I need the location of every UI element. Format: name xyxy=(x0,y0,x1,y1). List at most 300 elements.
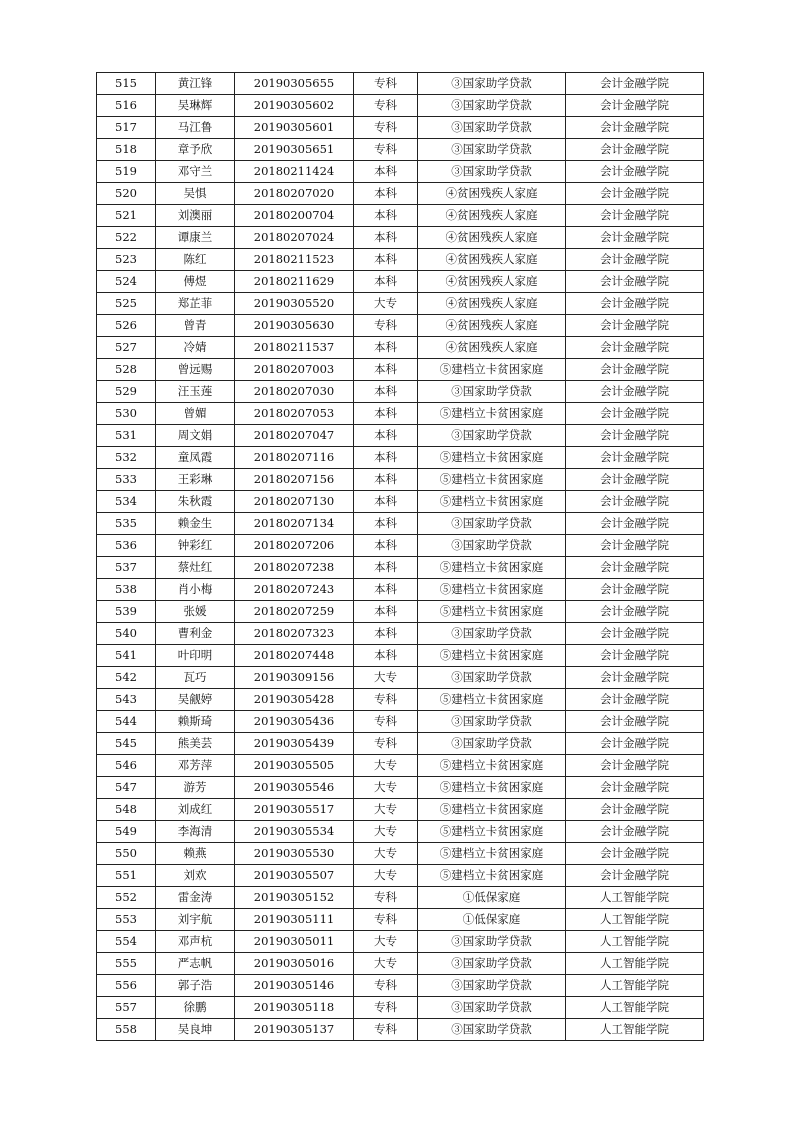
school-name-cell: 会计金融学院 xyxy=(566,271,704,293)
table-row xyxy=(97,975,704,997)
aid-category-cell: ⑤建档立卡贫困家庭 xyxy=(418,359,566,381)
education-level-cell: 本科 xyxy=(354,249,418,271)
table-row xyxy=(97,183,704,205)
student-id-cell: 20190305630 xyxy=(235,315,354,337)
student-name-cell: 童凤霞 xyxy=(156,447,235,469)
aid-category-cell: ③国家助学贷款 xyxy=(418,711,566,733)
school-name-cell: 会计金融学院 xyxy=(566,425,704,447)
aid-category-cell: ⑤建档立卡贫困家庭 xyxy=(418,579,566,601)
education-level-cell: 专科 xyxy=(354,975,418,997)
aid-category-cell: ③国家助学贷款 xyxy=(418,513,566,535)
school-name-cell: 人工智能学院 xyxy=(566,887,704,909)
aid-category-cell: ⑤建档立卡贫困家庭 xyxy=(418,469,566,491)
row-number-cell: 520 xyxy=(97,183,156,205)
aid-category-cell: ⑤建档立卡贫困家庭 xyxy=(418,403,566,425)
aid-category-cell: ③国家助学贷款 xyxy=(418,953,566,975)
row-number-cell: 526 xyxy=(97,315,156,337)
table-row xyxy=(97,337,704,359)
aid-category-cell: ⑤建档立卡贫困家庭 xyxy=(418,777,566,799)
student-id-cell: 20180207020 xyxy=(235,183,354,205)
table-row xyxy=(97,73,704,95)
school-name-cell: 会计金融学院 xyxy=(566,205,704,227)
school-name-cell: 会计金融学院 xyxy=(566,139,704,161)
aid-category-cell: ③国家助学贷款 xyxy=(418,535,566,557)
row-number-cell: 543 xyxy=(97,689,156,711)
school-name-cell: 会计金融学院 xyxy=(566,689,704,711)
student-name-cell: 赖燕 xyxy=(156,843,235,865)
school-name-cell: 会计金融学院 xyxy=(566,557,704,579)
education-level-cell: 本科 xyxy=(354,645,418,667)
student-id-cell: 20190305011 xyxy=(235,931,354,953)
table-row xyxy=(97,755,704,777)
student-name-cell: 张媛 xyxy=(156,601,235,623)
school-name-cell: 人工智能学院 xyxy=(566,909,704,931)
student-name-cell: 郭子浩 xyxy=(156,975,235,997)
row-number-cell: 549 xyxy=(97,821,156,843)
school-name-cell: 会计金融学院 xyxy=(566,711,704,733)
education-level-cell: 本科 xyxy=(354,491,418,513)
table-row xyxy=(97,139,704,161)
table-row xyxy=(97,777,704,799)
student-name-cell: 邓守兰 xyxy=(156,161,235,183)
education-level-cell: 本科 xyxy=(354,183,418,205)
table-row xyxy=(97,271,704,293)
aid-category-cell: ③国家助学贷款 xyxy=(418,161,566,183)
table-body xyxy=(97,73,704,1041)
row-number-cell: 516 xyxy=(97,95,156,117)
school-name-cell: 人工智能学院 xyxy=(566,997,704,1019)
row-number-cell: 555 xyxy=(97,953,156,975)
aid-category-cell: ③国家助学贷款 xyxy=(418,1019,566,1041)
table-row xyxy=(97,579,704,601)
school-name-cell: 会计金融学院 xyxy=(566,491,704,513)
education-level-cell: 本科 xyxy=(354,601,418,623)
aid-category-cell: ③国家助学贷款 xyxy=(418,733,566,755)
student-name-cell: 刘澳丽 xyxy=(156,205,235,227)
student-id-cell: 20180207448 xyxy=(235,645,354,667)
student-id-cell: 20190305520 xyxy=(235,293,354,315)
school-name-cell: 会计金融学院 xyxy=(566,733,704,755)
education-level-cell: 本科 xyxy=(354,535,418,557)
aid-category-cell: ③国家助学贷款 xyxy=(418,95,566,117)
table-row xyxy=(97,359,704,381)
student-id-cell: 20190305534 xyxy=(235,821,354,843)
student-name-cell: 李海清 xyxy=(156,821,235,843)
school-name-cell: 会计金融学院 xyxy=(566,381,704,403)
education-level-cell: 专科 xyxy=(354,73,418,95)
school-name-cell: 人工智能学院 xyxy=(566,1019,704,1041)
student-id-cell: 20180211424 xyxy=(235,161,354,183)
school-name-cell: 会计金融学院 xyxy=(566,403,704,425)
aid-category-cell: ④贫困残疾人家庭 xyxy=(418,205,566,227)
education-level-cell: 本科 xyxy=(354,359,418,381)
aid-category-cell: ③国家助学贷款 xyxy=(418,931,566,953)
table-row xyxy=(97,161,704,183)
student-id-cell: 20180211523 xyxy=(235,249,354,271)
education-level-cell: 大专 xyxy=(354,865,418,887)
education-level-cell: 大专 xyxy=(354,799,418,821)
row-number-cell: 550 xyxy=(97,843,156,865)
school-name-cell: 人工智能学院 xyxy=(566,975,704,997)
student-id-cell: 20180207116 xyxy=(235,447,354,469)
row-number-cell: 534 xyxy=(97,491,156,513)
aid-category-cell: ⑤建档立卡贫困家庭 xyxy=(418,689,566,711)
student-id-cell: 20190305505 xyxy=(235,755,354,777)
table-row xyxy=(97,293,704,315)
row-number-cell: 531 xyxy=(97,425,156,447)
education-level-cell: 专科 xyxy=(354,139,418,161)
education-level-cell: 大专 xyxy=(354,755,418,777)
student-id-cell: 20180207156 xyxy=(235,469,354,491)
student-id-cell: 20180207047 xyxy=(235,425,354,447)
row-number-cell: 547 xyxy=(97,777,156,799)
student-id-cell: 20190309156 xyxy=(235,667,354,689)
aid-category-cell: ③国家助学贷款 xyxy=(418,975,566,997)
education-level-cell: 本科 xyxy=(354,227,418,249)
student-name-cell: 吴惧 xyxy=(156,183,235,205)
education-level-cell: 专科 xyxy=(354,95,418,117)
row-number-cell: 541 xyxy=(97,645,156,667)
aid-category-cell: ①低保家庭 xyxy=(418,909,566,931)
student-id-cell: 20190305146 xyxy=(235,975,354,997)
student-name-cell: 曾青 xyxy=(156,315,235,337)
row-number-cell: 536 xyxy=(97,535,156,557)
row-number-cell: 518 xyxy=(97,139,156,161)
aid-category-cell: ④贫困残疾人家庭 xyxy=(418,337,566,359)
table-row xyxy=(97,645,704,667)
aid-category-cell: ③国家助学贷款 xyxy=(418,381,566,403)
aid-category-cell: ③国家助学贷款 xyxy=(418,425,566,447)
school-name-cell: 会计金融学院 xyxy=(566,777,704,799)
student-id-cell: 20190305137 xyxy=(235,1019,354,1041)
student-name-cell: 汪玉莲 xyxy=(156,381,235,403)
table-row xyxy=(97,469,704,491)
aid-category-cell: ⑤建档立卡贫困家庭 xyxy=(418,799,566,821)
aid-category-cell: ⑤建档立卡贫困家庭 xyxy=(418,601,566,623)
aid-category-cell: ④贫困残疾人家庭 xyxy=(418,293,566,315)
student-name-cell: 刘欢 xyxy=(156,865,235,887)
education-level-cell: 大专 xyxy=(354,777,418,799)
student-name-cell: 邓声杭 xyxy=(156,931,235,953)
education-level-cell: 本科 xyxy=(354,381,418,403)
student-name-cell: 陈红 xyxy=(156,249,235,271)
table-row xyxy=(97,1019,704,1041)
row-number-cell: 523 xyxy=(97,249,156,271)
student-name-cell: 赖金生 xyxy=(156,513,235,535)
student-id-cell: 20180207130 xyxy=(235,491,354,513)
row-number-cell: 544 xyxy=(97,711,156,733)
student-name-cell: 周文娟 xyxy=(156,425,235,447)
student-name-cell: 刘宇航 xyxy=(156,909,235,931)
student-name-cell: 熊美芸 xyxy=(156,733,235,755)
aid-category-cell: ③国家助学贷款 xyxy=(418,667,566,689)
aid-category-cell: ⑤建档立卡贫困家庭 xyxy=(418,843,566,865)
row-number-cell: 524 xyxy=(97,271,156,293)
row-number-cell: 542 xyxy=(97,667,156,689)
education-level-cell: 大专 xyxy=(354,953,418,975)
table-row xyxy=(97,865,704,887)
table-row xyxy=(97,689,704,711)
education-level-cell: 专科 xyxy=(354,711,418,733)
student-id-cell: 20190305517 xyxy=(235,799,354,821)
aid-category-cell: ①低保家庭 xyxy=(418,887,566,909)
student-name-cell: 游芳 xyxy=(156,777,235,799)
row-number-cell: 527 xyxy=(97,337,156,359)
student-id-cell: 20190305546 xyxy=(235,777,354,799)
education-level-cell: 本科 xyxy=(354,271,418,293)
table-row xyxy=(97,997,704,1019)
table-row xyxy=(97,667,704,689)
table-row xyxy=(97,953,704,975)
row-number-cell: 553 xyxy=(97,909,156,931)
school-name-cell: 会计金融学院 xyxy=(566,601,704,623)
aid-category-cell: ③国家助学贷款 xyxy=(418,997,566,1019)
aid-category-cell: ③国家助学贷款 xyxy=(418,139,566,161)
student-name-cell: 傅煜 xyxy=(156,271,235,293)
student-id-cell: 20180207134 xyxy=(235,513,354,535)
student-id-cell: 20180211537 xyxy=(235,337,354,359)
student-name-cell: 蔡灶红 xyxy=(156,557,235,579)
school-name-cell: 会计金融学院 xyxy=(566,183,704,205)
row-number-cell: 530 xyxy=(97,403,156,425)
school-name-cell: 会计金融学院 xyxy=(566,821,704,843)
student-id-cell: 20190305111 xyxy=(235,909,354,931)
education-level-cell: 本科 xyxy=(354,513,418,535)
school-name-cell: 会计金融学院 xyxy=(566,249,704,271)
student-name-cell: 吴觎婷 xyxy=(156,689,235,711)
table-row xyxy=(97,711,704,733)
row-number-cell: 539 xyxy=(97,601,156,623)
education-level-cell: 专科 xyxy=(354,887,418,909)
education-level-cell: 本科 xyxy=(354,557,418,579)
education-level-cell: 本科 xyxy=(354,161,418,183)
education-level-cell: 本科 xyxy=(354,447,418,469)
aid-category-cell: ④贫困残疾人家庭 xyxy=(418,271,566,293)
school-name-cell: 会计金融学院 xyxy=(566,293,704,315)
table-row xyxy=(97,491,704,513)
education-level-cell: 专科 xyxy=(354,315,418,337)
school-name-cell: 会计金融学院 xyxy=(566,315,704,337)
student-name-cell: 肖小梅 xyxy=(156,579,235,601)
school-name-cell: 会计金融学院 xyxy=(566,95,704,117)
school-name-cell: 人工智能学院 xyxy=(566,931,704,953)
school-name-cell: 会计金融学院 xyxy=(566,535,704,557)
aid-category-cell: ④贫困残疾人家庭 xyxy=(418,183,566,205)
student-id-cell: 20190305439 xyxy=(235,733,354,755)
student-name-cell: 叶印明 xyxy=(156,645,235,667)
education-level-cell: 本科 xyxy=(354,205,418,227)
row-number-cell: 533 xyxy=(97,469,156,491)
aid-category-cell: ⑤建档立卡贫困家庭 xyxy=(418,645,566,667)
student-name-cell: 郑芷菲 xyxy=(156,293,235,315)
school-name-cell: 人工智能学院 xyxy=(566,953,704,975)
table-row xyxy=(97,733,704,755)
row-number-cell: 545 xyxy=(97,733,156,755)
school-name-cell: 会计金融学院 xyxy=(566,623,704,645)
row-number-cell: 525 xyxy=(97,293,156,315)
table-row xyxy=(97,821,704,843)
row-number-cell: 535 xyxy=(97,513,156,535)
education-level-cell: 大专 xyxy=(354,821,418,843)
aid-category-cell: ⑤建档立卡贫困家庭 xyxy=(418,447,566,469)
school-name-cell: 会计金融学院 xyxy=(566,117,704,139)
student-id-cell: 20190305428 xyxy=(235,689,354,711)
student-name-cell: 朱秋霞 xyxy=(156,491,235,513)
row-number-cell: 548 xyxy=(97,799,156,821)
student-name-cell: 谭康兰 xyxy=(156,227,235,249)
student-id-cell: 20180207243 xyxy=(235,579,354,601)
row-number-cell: 552 xyxy=(97,887,156,909)
education-level-cell: 专科 xyxy=(354,689,418,711)
student-name-cell: 吴琳辉 xyxy=(156,95,235,117)
table-row xyxy=(97,425,704,447)
student-id-cell: 20180207030 xyxy=(235,381,354,403)
school-name-cell: 会计金融学院 xyxy=(566,73,704,95)
table-row xyxy=(97,403,704,425)
student-id-cell: 20190305602 xyxy=(235,95,354,117)
education-level-cell: 专科 xyxy=(354,997,418,1019)
school-name-cell: 会计金融学院 xyxy=(566,843,704,865)
table-row xyxy=(97,887,704,909)
table-row xyxy=(97,249,704,271)
row-number-cell: 537 xyxy=(97,557,156,579)
row-number-cell: 522 xyxy=(97,227,156,249)
student-name-cell: 钟彩红 xyxy=(156,535,235,557)
aid-category-cell: ⑤建档立卡贫困家庭 xyxy=(418,821,566,843)
student-name-cell: 曾媚 xyxy=(156,403,235,425)
table-row xyxy=(97,447,704,469)
school-name-cell: 会计金融学院 xyxy=(566,227,704,249)
row-number-cell: 519 xyxy=(97,161,156,183)
student-id-cell: 20190305651 xyxy=(235,139,354,161)
education-level-cell: 本科 xyxy=(354,425,418,447)
education-level-cell: 大专 xyxy=(354,293,418,315)
student-id-cell: 20190305436 xyxy=(235,711,354,733)
row-number-cell: 546 xyxy=(97,755,156,777)
table-row xyxy=(97,117,704,139)
student-id-cell: 20190305530 xyxy=(235,843,354,865)
row-number-cell: 532 xyxy=(97,447,156,469)
education-level-cell: 专科 xyxy=(354,733,418,755)
education-level-cell: 专科 xyxy=(354,117,418,139)
student-id-cell: 20180207323 xyxy=(235,623,354,645)
aid-category-cell: ③国家助学贷款 xyxy=(418,117,566,139)
table-row xyxy=(97,95,704,117)
table-row xyxy=(97,205,704,227)
row-number-cell: 556 xyxy=(97,975,156,997)
row-number-cell: 538 xyxy=(97,579,156,601)
aid-category-cell: ⑤建档立卡贫困家庭 xyxy=(418,755,566,777)
student-id-cell: 20180207003 xyxy=(235,359,354,381)
student-name-cell: 邓芳萍 xyxy=(156,755,235,777)
education-level-cell: 本科 xyxy=(354,469,418,491)
row-number-cell: 554 xyxy=(97,931,156,953)
education-level-cell: 大专 xyxy=(354,667,418,689)
school-name-cell: 会计金融学院 xyxy=(566,469,704,491)
student-id-cell: 20180200704 xyxy=(235,205,354,227)
student-aid-table xyxy=(96,72,704,1041)
student-id-cell: 20190305601 xyxy=(235,117,354,139)
row-number-cell: 517 xyxy=(97,117,156,139)
table-row xyxy=(97,557,704,579)
school-name-cell: 会计金融学院 xyxy=(566,645,704,667)
student-name-cell: 严志帆 xyxy=(156,953,235,975)
table-row xyxy=(97,381,704,403)
student-id-cell: 20190305152 xyxy=(235,887,354,909)
student-name-cell: 刘成红 xyxy=(156,799,235,821)
aid-category-cell: ④贫困残疾人家庭 xyxy=(418,249,566,271)
education-level-cell: 本科 xyxy=(354,623,418,645)
student-name-cell: 冷婧 xyxy=(156,337,235,359)
table-row xyxy=(97,909,704,931)
school-name-cell: 会计金融学院 xyxy=(566,755,704,777)
school-name-cell: 会计金融学院 xyxy=(566,161,704,183)
school-name-cell: 会计金融学院 xyxy=(566,337,704,359)
table-row xyxy=(97,227,704,249)
student-id-cell: 20180207206 xyxy=(235,535,354,557)
student-name-cell: 赖斯琦 xyxy=(156,711,235,733)
student-id-cell: 20190305016 xyxy=(235,953,354,975)
school-name-cell: 会计金融学院 xyxy=(566,359,704,381)
row-number-cell: 540 xyxy=(97,623,156,645)
row-number-cell: 551 xyxy=(97,865,156,887)
education-level-cell: 专科 xyxy=(354,909,418,931)
student-name-cell: 曹利金 xyxy=(156,623,235,645)
education-level-cell: 大专 xyxy=(354,843,418,865)
student-id-cell: 20180211629 xyxy=(235,271,354,293)
student-id-cell: 20180207259 xyxy=(235,601,354,623)
aid-category-cell: ③国家助学贷款 xyxy=(418,73,566,95)
student-name-cell: 王彩琳 xyxy=(156,469,235,491)
table-row xyxy=(97,931,704,953)
aid-category-cell: ⑤建档立卡贫困家庭 xyxy=(418,865,566,887)
row-number-cell: 528 xyxy=(97,359,156,381)
school-name-cell: 会计金融学院 xyxy=(566,447,704,469)
student-name-cell: 吴良坤 xyxy=(156,1019,235,1041)
student-id-cell: 20190305655 xyxy=(235,73,354,95)
student-name-cell: 雷金涛 xyxy=(156,887,235,909)
student-id-cell: 20180207053 xyxy=(235,403,354,425)
student-id-cell: 20190305507 xyxy=(235,865,354,887)
row-number-cell: 521 xyxy=(97,205,156,227)
table-row xyxy=(97,513,704,535)
student-name-cell: 徐鹏 xyxy=(156,997,235,1019)
student-id-cell: 20180207238 xyxy=(235,557,354,579)
table-row xyxy=(97,601,704,623)
row-number-cell: 515 xyxy=(97,73,156,95)
school-name-cell: 会计金融学院 xyxy=(566,799,704,821)
student-id-cell: 20180207024 xyxy=(235,227,354,249)
school-name-cell: 会计金融学院 xyxy=(566,513,704,535)
education-level-cell: 本科 xyxy=(354,337,418,359)
education-level-cell: 专科 xyxy=(354,1019,418,1041)
table-row xyxy=(97,315,704,337)
education-level-cell: 本科 xyxy=(354,403,418,425)
student-id-cell: 20190305118 xyxy=(235,997,354,1019)
table-row xyxy=(97,799,704,821)
aid-category-cell: ⑤建档立卡贫困家庭 xyxy=(418,557,566,579)
student-name-cell: 马江鲁 xyxy=(156,117,235,139)
row-number-cell: 557 xyxy=(97,997,156,1019)
row-number-cell: 558 xyxy=(97,1019,156,1041)
row-number-cell: 529 xyxy=(97,381,156,403)
education-level-cell: 本科 xyxy=(354,579,418,601)
school-name-cell: 会计金融学院 xyxy=(566,579,704,601)
student-name-cell: 曾远赐 xyxy=(156,359,235,381)
student-name-cell: 瓦巧 xyxy=(156,667,235,689)
aid-category-cell: ③国家助学贷款 xyxy=(418,623,566,645)
aid-category-cell: ④贫困残疾人家庭 xyxy=(418,315,566,337)
